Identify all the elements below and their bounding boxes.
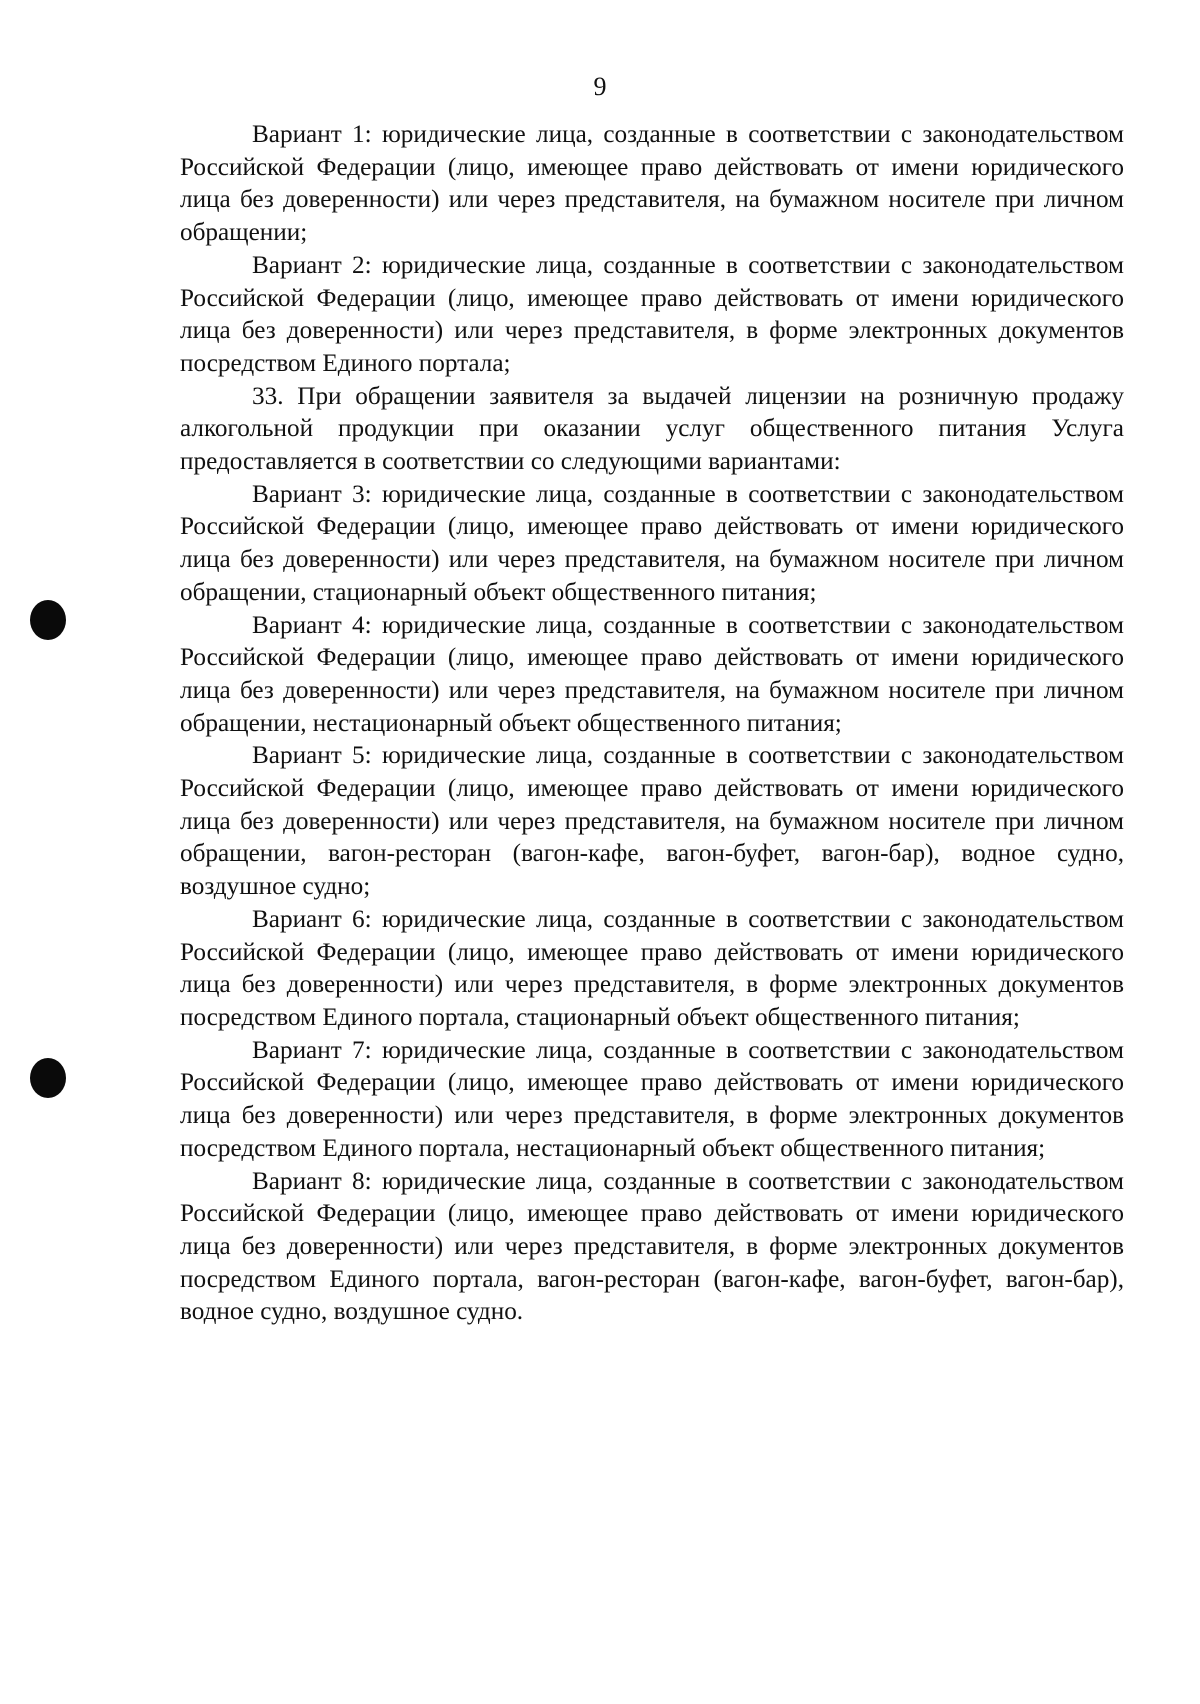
paragraph-clause-33: 33. При обращении заявителя за выдачей лицензии на розничную продажу алкогольной продукции при оказании услуг общественного питания Услуга предоставляется в соответствии со следующими вариантами: <box>180 382 1124 476</box>
document-body <box>180 119 1124 1329</box>
paragraph-variant-5: Вариант 5: юридические лица, созданные в соответствии с законодательством Российской Федерации (лицо, имеющее право действовать от имени юридического лица без доверенности) или через представителя, на бумажном носителе при личном обращении, вагон-ресторан (вагон-кафе, вагон-буфет, вагон-бар), водное судно, воздушное судно; <box>180 742 1124 901</box>
page-number: 9 <box>593 72 607 101</box>
punch-hole-mark <box>30 1058 66 1098</box>
paragraph-variant-1: Вариант 1: юридические лица, созданные в соответствии с законодательством Российской Федерации (лицо, имеющее право действовать от имени юридического лица без доверенности) или через представителя, на бумажном носителе при личном обращении; <box>180 121 1124 247</box>
paragraph-variant-2: Вариант 2: юридические лица, созданные в соответствии с законодательством Российской Федерации (лицо, имеющее право действовать от имени юридического лица без доверенности) или через представителя, в форме электронных документов посредством Единого портала; <box>180 251 1124 377</box>
paragraph-variant-4: Вариант 4: юридические лица, созданные в соответствии с законодательством Российской Федерации (лицо, имеющее право действовать от имени юридического лица без доверенности) или через представителя, на бумажном носителе при личном обращении, нестационарный объект общественного питания; <box>180 611 1124 737</box>
paragraph-variant-7: Вариант 7: юридические лица, созданные в соответствии с законодательством Российской Федерации (лицо, имеющее право действовать от имени юридического лица без доверенности) или через представителя, в форме электронных документов посредством Единого портала, нестационарный объект общественного питания; <box>180 1036 1124 1162</box>
paragraph-variant-3: Вариант 3: юридические лица, созданные в соответствии с законодательством Российской Федерации (лицо, имеющее право действовать от имени юридического лица без доверенности) или через представителя, на бумажном носителе при личном обращении, стационарный объект общественного питания; <box>180 480 1124 606</box>
paragraph-variant-8: Вариант 8: юридические лица, созданные в соответствии с законодательством Российской Федерации (лицо, имеющее право действовать от имени юридического лица без доверенности) или через представителя, в форме электронных документов посредством Единого портала, вагон-ресторан (вагон-кафе, вагон-буфет, вагон-бар), водное судно, воздушное судно. <box>180 1167 1124 1326</box>
paragraph-variant-6: Вариант 6: юридические лица, созданные в соответствии с законодательством Российской Федерации (лицо, имеющее право действовать от имени юридического лица без доверенности) или через представителя, в форме электронных документов посредством Единого портала, стационарный объект общественного питания; <box>180 905 1124 1031</box>
punch-hole-mark <box>30 600 66 640</box>
